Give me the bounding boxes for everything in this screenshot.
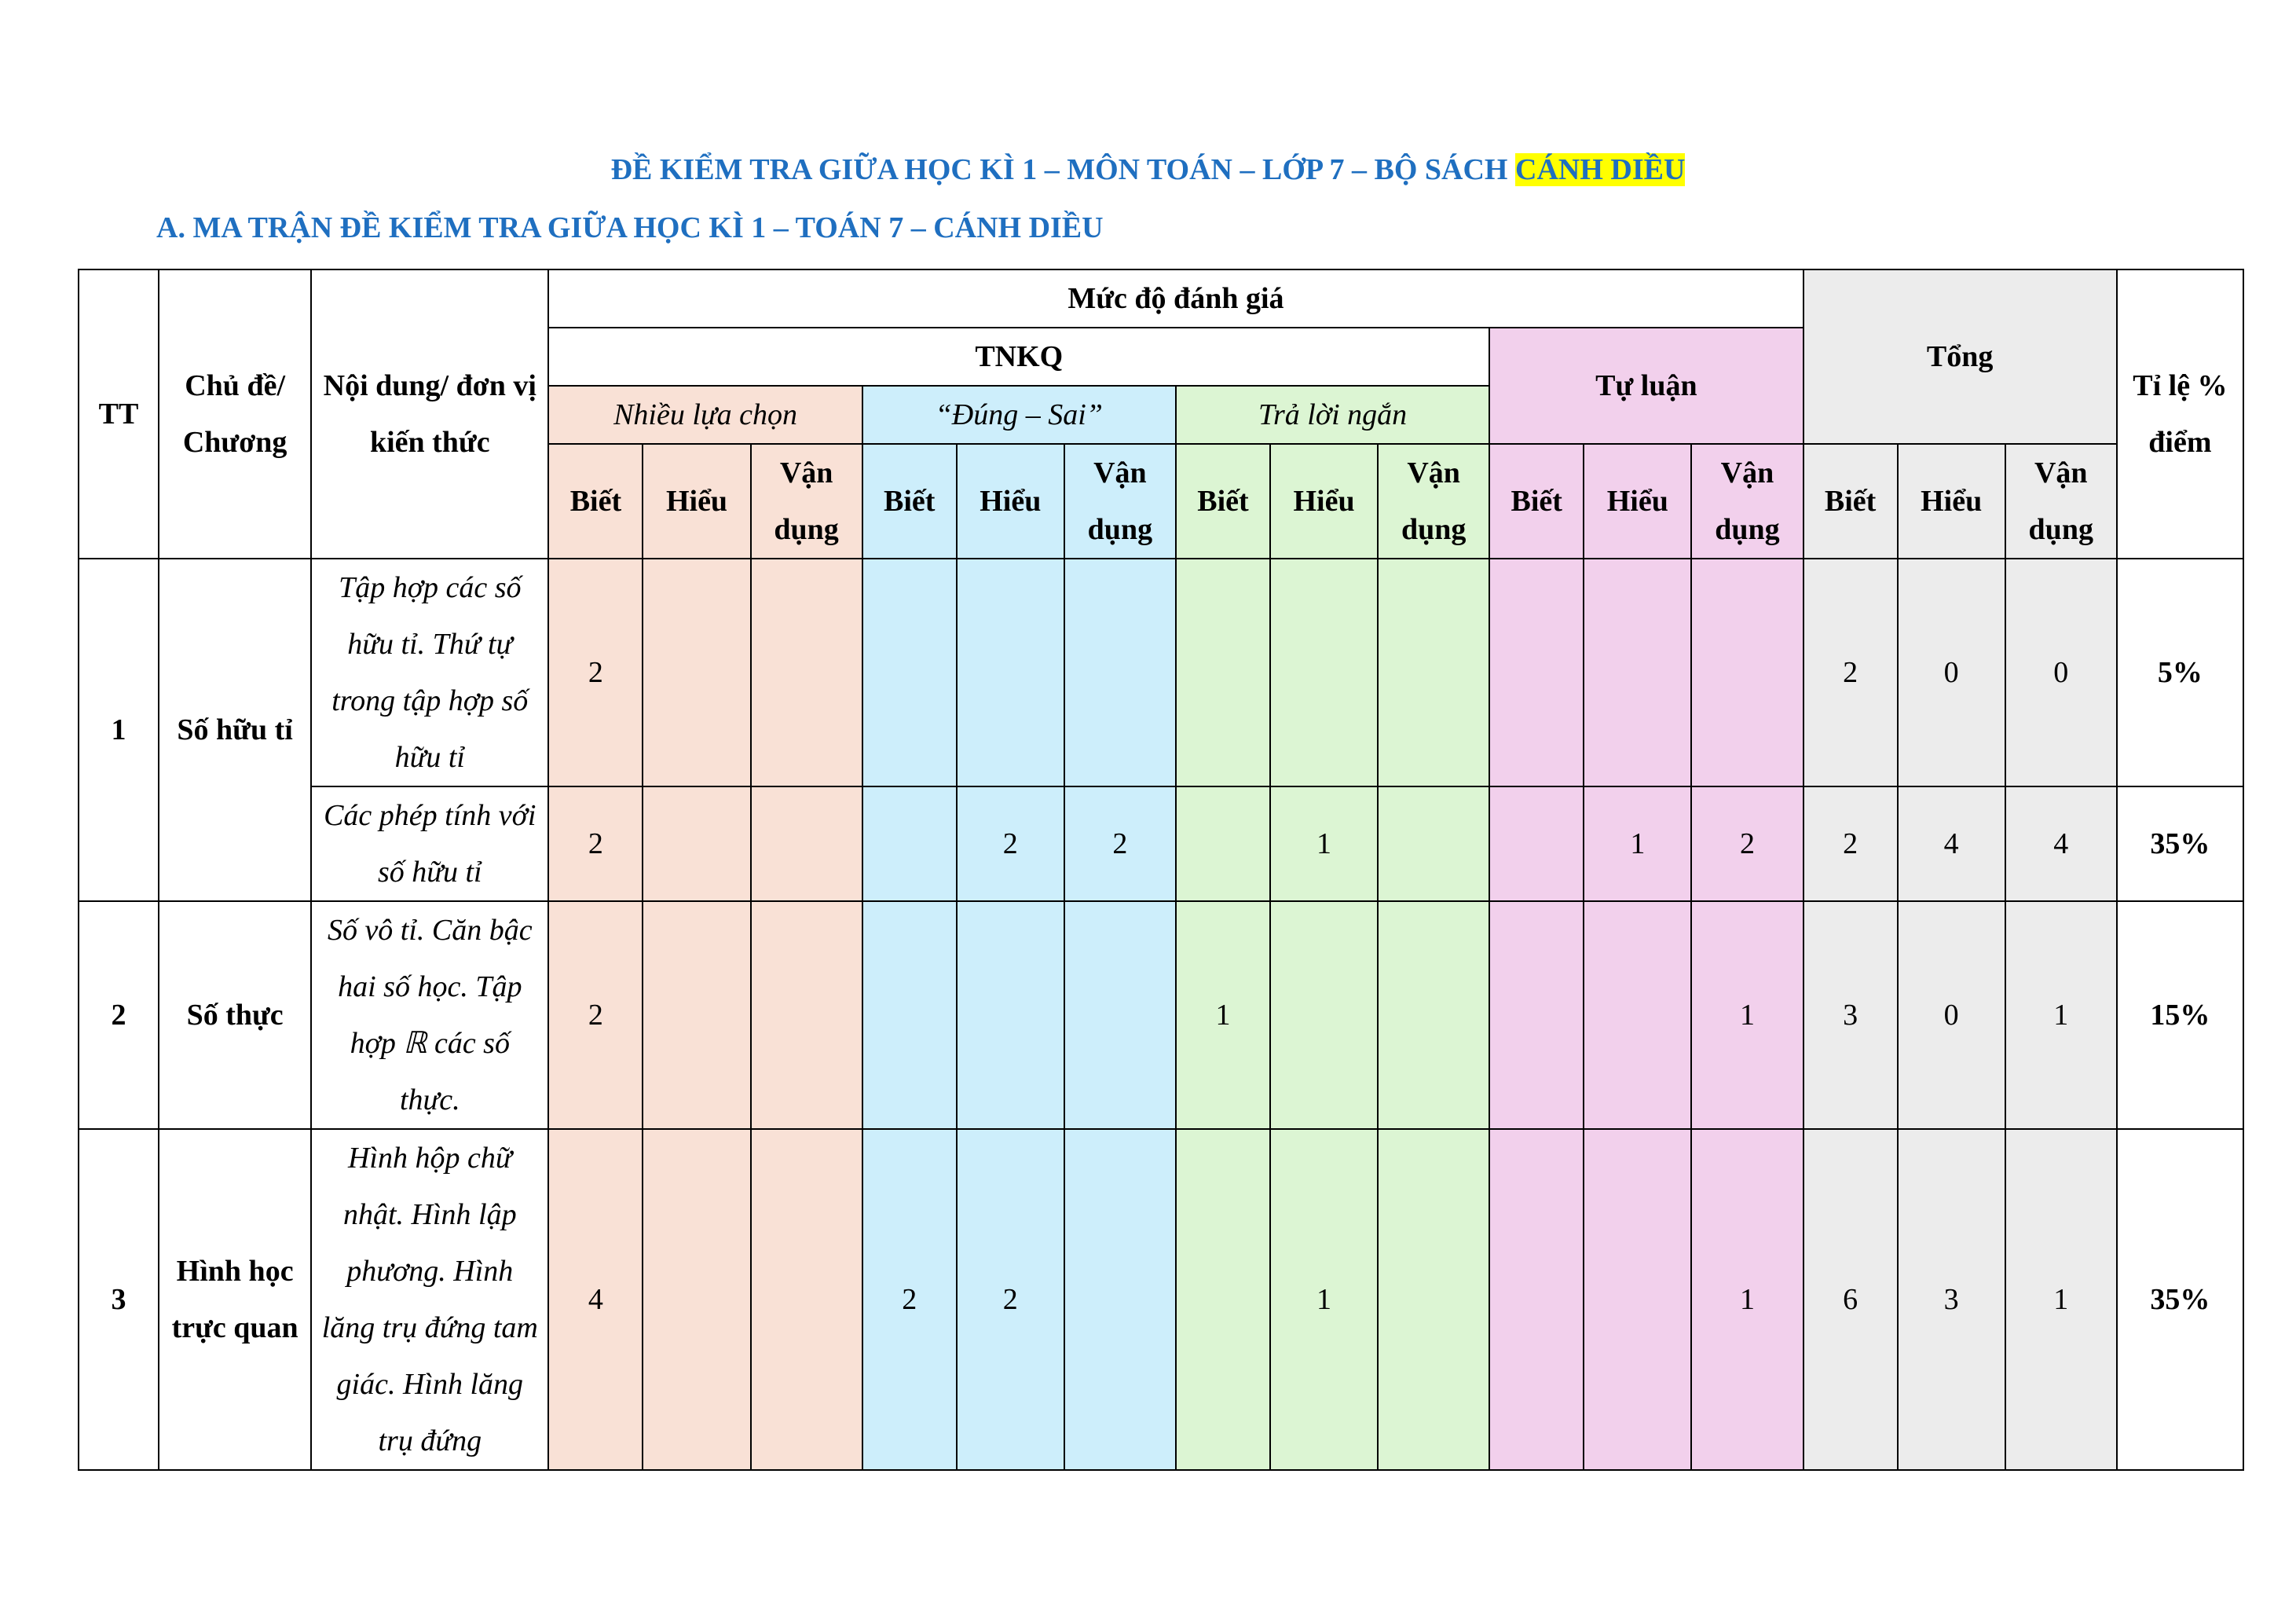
title-highlight: CÁNH DIỀU	[1515, 153, 1686, 186]
cell	[751, 786, 862, 901]
cell: 2	[548, 786, 643, 901]
row-chu-de: Số hữu tỉ	[159, 559, 311, 901]
cell	[1270, 559, 1378, 786]
cell	[1584, 1129, 1691, 1470]
cell	[1270, 901, 1378, 1129]
header-ti-le: Tỉ lệ % điểm	[2117, 269, 2243, 559]
cell	[643, 901, 750, 1129]
section-heading: A. MA TRẬN ĐỀ KIỂM TRA GIỮA HỌC KÌ 1 – TOÁN 7 – CÁNH DIỀU	[156, 211, 1104, 244]
cell	[862, 786, 957, 901]
title-main: ĐỀ KIỂM TRA GIỮA HỌC KÌ 1 – MÔN TOÁN – LỚP 7 – BỘ SÁCH	[610, 153, 1515, 186]
cell: 2	[1691, 786, 1803, 901]
level-hieu: Hiểu	[1584, 444, 1691, 559]
cell: 2	[548, 901, 643, 1129]
total-hieu: 0	[1898, 559, 2005, 786]
total-biet: 2	[1803, 559, 1898, 786]
header-dung-sai: “Đúng – Sai”	[862, 386, 1176, 444]
cell: 2	[957, 786, 1064, 901]
total-van-dung: 0	[2005, 559, 2117, 786]
cell	[1489, 786, 1584, 901]
cell: 2	[1064, 786, 1176, 901]
cell	[1378, 1129, 1489, 1470]
row-tt: 3	[79, 1129, 159, 1470]
cell	[1489, 1129, 1584, 1470]
cell	[1064, 559, 1176, 786]
assessment-matrix-table	[78, 269, 2244, 1471]
cell	[751, 1129, 862, 1470]
level-hieu: Hiểu	[957, 444, 1064, 559]
total-biet: 2	[1803, 786, 1898, 901]
row-tt: 1	[79, 559, 159, 901]
cell: 1	[1270, 1129, 1378, 1470]
cell: 1	[1584, 786, 1691, 901]
cell	[1489, 559, 1584, 786]
total-biet: 6	[1803, 1129, 1898, 1470]
table-row	[79, 901, 2243, 1129]
level-biet: Biết	[1803, 444, 1898, 559]
total-van-dung: 1	[2005, 901, 2117, 1129]
cell: 1	[1270, 786, 1378, 901]
row-noi-dung: Các phép tính với số hữu tỉ	[311, 786, 548, 901]
header-noi-dung: Nội dung/ đơn vị kiến thức	[311, 269, 548, 559]
document-title	[0, 152, 2296, 187]
level-biet: Biết	[548, 444, 643, 559]
total-hieu: 4	[1898, 786, 2005, 901]
total-biet: 3	[1803, 901, 1898, 1129]
row-noi-dung: Hình hộp chữ nhật. Hình lập phương. Hình lăng trụ đứng tam giác. Hình lăng trụ đứng	[311, 1129, 548, 1470]
header-tt: TT	[79, 269, 159, 559]
table-row	[79, 1129, 2243, 1470]
cell	[1584, 901, 1691, 1129]
cell	[751, 901, 862, 1129]
header-chu-de: Chủ đề/ Chương	[159, 269, 311, 559]
cell	[1176, 786, 1270, 901]
cell	[643, 1129, 750, 1470]
cell	[1691, 559, 1803, 786]
cell	[1378, 901, 1489, 1129]
level-hieu: Hiểu	[1270, 444, 1378, 559]
header-tra-loi-ngan: Trả lời ngắn	[1176, 386, 1489, 444]
level-van-dung: Vận dụng	[2005, 444, 2117, 559]
cell	[1064, 1129, 1176, 1470]
table-row	[79, 786, 2243, 901]
header-tong: Tổng	[1803, 269, 2117, 444]
cell	[957, 559, 1064, 786]
header-nhieu-lua-chon: Nhiều lựa chọn	[548, 386, 862, 444]
cell	[643, 786, 750, 901]
cell: 2	[862, 1129, 957, 1470]
header-muc-do: Mức độ đánh giá	[548, 269, 1803, 328]
level-biet: Biết	[1489, 444, 1584, 559]
row-noi-dung: Số vô tỉ. Căn bậc hai số học. Tập hợp ℝ các số thực.	[311, 901, 548, 1129]
row-noi-dung: Tập hợp các số hữu tỉ. Thứ tự trong tập hợp số hữu tỉ	[311, 559, 548, 786]
row-ti-le: 15%	[2117, 901, 2243, 1129]
level-van-dung: Vận dụng	[1378, 444, 1489, 559]
level-hieu: Hiểu	[1898, 444, 2005, 559]
cell	[1378, 786, 1489, 901]
cell	[643, 559, 750, 786]
cell: 2	[957, 1129, 1064, 1470]
cell	[862, 901, 957, 1129]
level-van-dung: Vận dụng	[1064, 444, 1176, 559]
level-hieu: Hiểu	[643, 444, 750, 559]
row-ti-le: 35%	[2117, 1129, 2243, 1470]
table-row	[79, 559, 2243, 786]
level-biet: Biết	[1176, 444, 1270, 559]
level-van-dung: Vận dụng	[751, 444, 862, 559]
cell	[751, 559, 862, 786]
total-van-dung: 1	[2005, 1129, 2117, 1470]
cell: 2	[548, 559, 643, 786]
cell: 1	[1691, 901, 1803, 1129]
cell	[862, 559, 957, 786]
total-van-dung: 4	[2005, 786, 2117, 901]
total-hieu: 0	[1898, 901, 2005, 1129]
total-hieu: 3	[1898, 1129, 2005, 1470]
cell: 4	[548, 1129, 643, 1470]
cell	[1176, 1129, 1270, 1470]
cell: 1	[1691, 1129, 1803, 1470]
cell	[1584, 559, 1691, 786]
level-van-dung: Vận dụng	[1691, 444, 1803, 559]
cell	[1378, 559, 1489, 786]
row-ti-le: 35%	[2117, 786, 2243, 901]
cell	[957, 901, 1064, 1129]
row-chu-de: Hình học trực quan	[159, 1129, 311, 1470]
cell: 1	[1176, 901, 1270, 1129]
row-tt: 2	[79, 901, 159, 1129]
cell	[1176, 559, 1270, 786]
row-chu-de: Số thực	[159, 901, 311, 1129]
header-tu-luan: Tự luận	[1489, 328, 1803, 444]
level-biet: Biết	[862, 444, 957, 559]
cell	[1489, 901, 1584, 1129]
cell	[1064, 901, 1176, 1129]
header-tnkq: TNKQ	[548, 328, 1489, 386]
row-ti-le: 5%	[2117, 559, 2243, 786]
